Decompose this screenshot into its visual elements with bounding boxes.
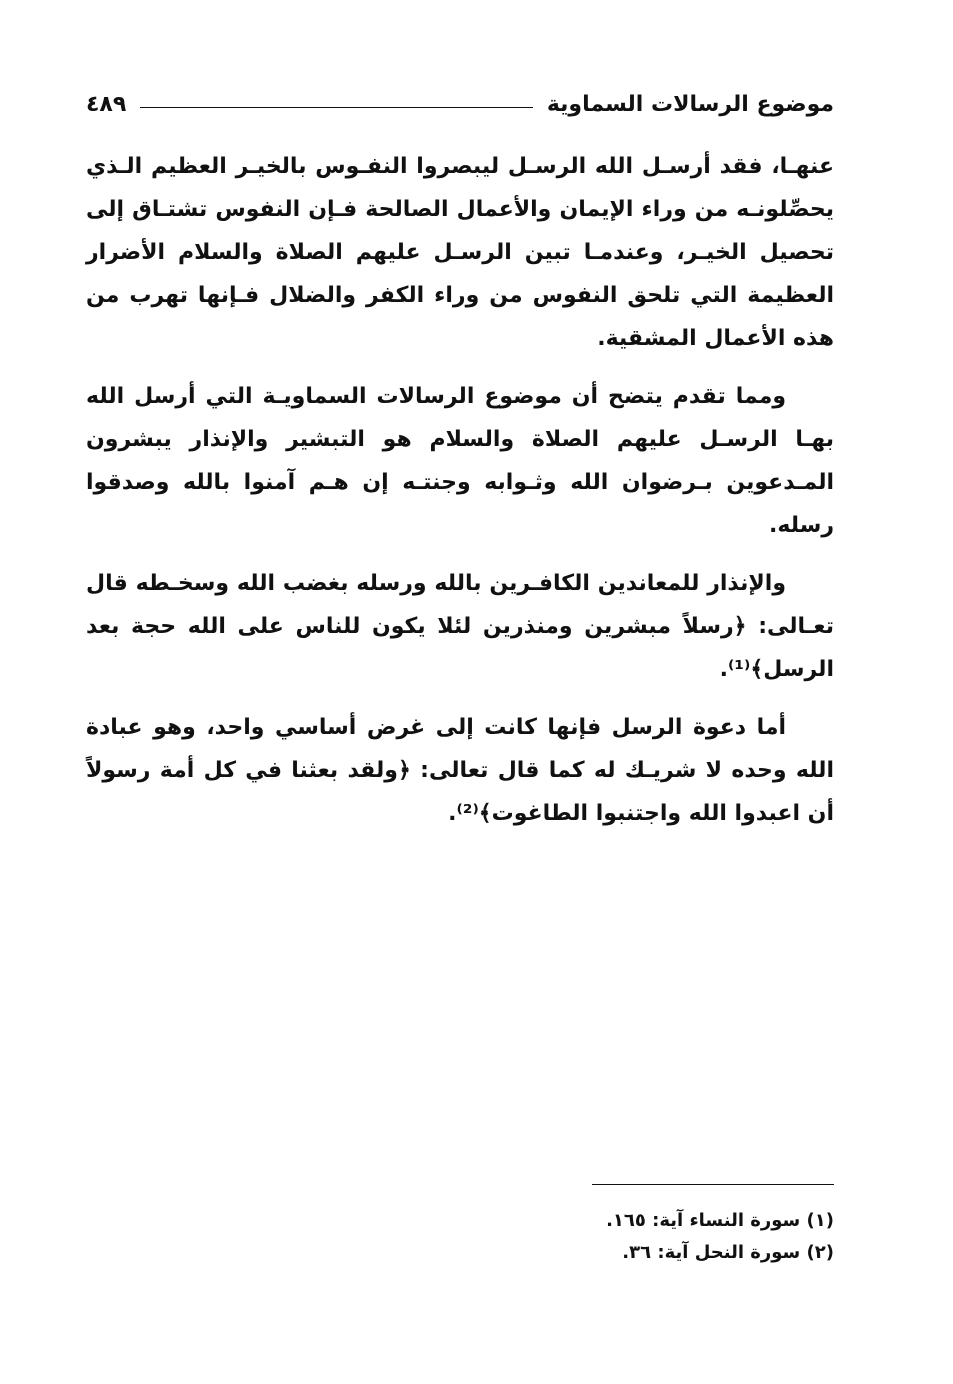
paragraph: والإنذار للمعاندين الكافـرين بالله ورسله بغضب الله وسخـطه قال تعـالى: ﴿رسلاً مبشرين ومنذرين لئلا يكون للناس على الله حجة بعد الرسل﴾⁽¹⁾.	[86, 571, 834, 682]
footnote: (١) سورة النساء آية: ١٦٥.	[606, 1210, 834, 1231]
running-header	[86, 84, 834, 124]
paragraph: أما دعوة الرسل فإنها كانت إلى غرض أساسي واحد، وهو عبادة الله وحده لا شريـك له كما قال تعالى: ﴿ولقد بعثنا في كل أمة رسولاً أن اعبدوا الله واجتنبوا الطاغوت﴾⁽²⁾.	[86, 715, 834, 826]
page-number: ٤٨٩	[86, 91, 127, 117]
footnotes	[500, 1205, 834, 1269]
chapter-title: موضوع الرسالات السماوية	[546, 91, 834, 117]
body-text	[86, 145, 834, 850]
footnote-separator	[592, 1184, 834, 1185]
header-rule	[140, 107, 533, 108]
footnote: (٢) سورة النحل آية: ٣٦.	[622, 1242, 834, 1263]
paragraph: عنهـا، فقد أرسـل الله الرسـل ليبصروا النفـوس بالخيـر العظيم الـذي يحصِّلونـه من وراء الإيمان والأعمال الصالحة فـإن النفوس تشتـاق إلى تحصيل الخيـر، وعندمـا تبين الرسـل عليهم الصلاة والسلام الأضرار العظيمة التي تلحق النفوس من وراء الكفر والضلال فـإنها تهرب من هذه الأعمال المشقية.	[86, 154, 834, 351]
paragraph: ومما تقدم يتضح أن موضوع الرسالات السماويـة التي أرسل الله بهـا الرسـل عليهم الصلاة والسلام هو التبشير والإنذار يبشرون المـدعوين بـرضوان الله وثـوابه وجنتـه إن هـم آمنوا بالله وصدقوا رسله.	[86, 384, 834, 538]
